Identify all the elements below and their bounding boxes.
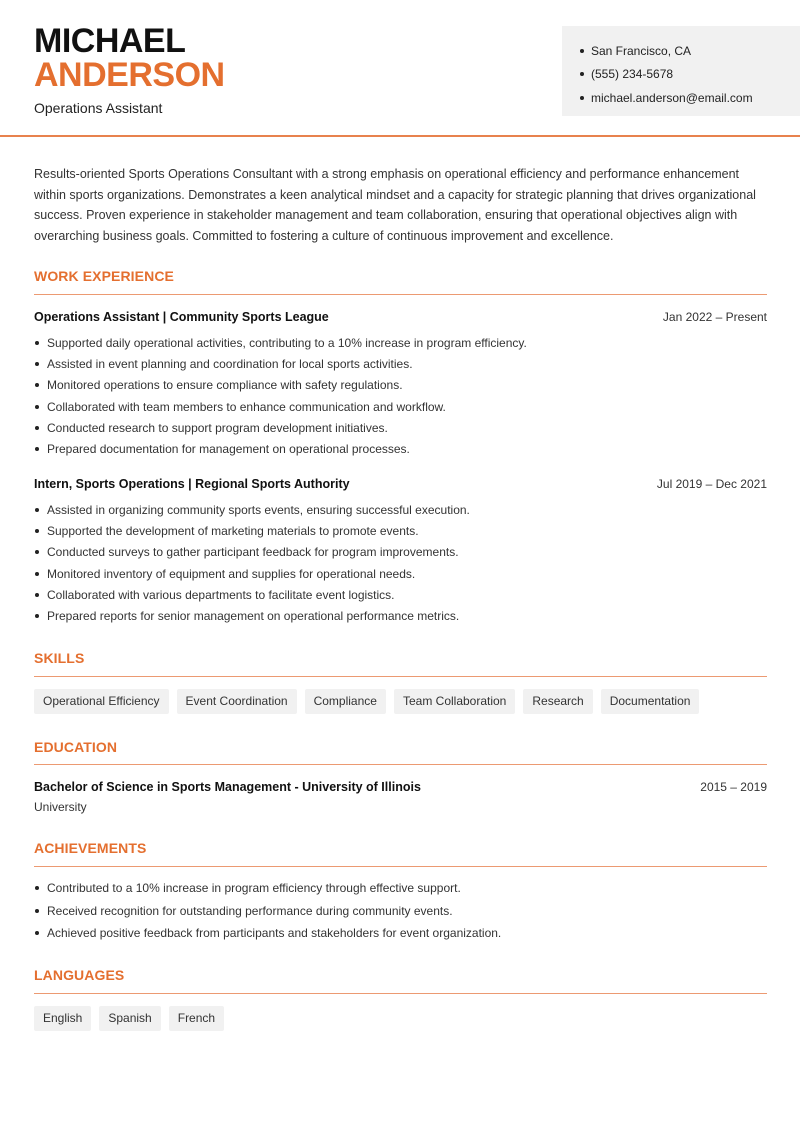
languages-tags [34,1006,224,1031]
bullet-icon [35,572,39,576]
list-item [34,900,767,923]
list-item [34,438,767,459]
job-role: Operations Assistant [34,100,163,116]
list-item-text: Monitored operations to ensure compliance with safety regulations. [47,378,403,393]
list-item-text: Conducted research to support program development initiatives. [47,420,388,435]
section-divider [34,866,767,867]
skill-tag: Compliance [305,689,386,714]
bullet-icon [35,593,39,597]
list-item [34,353,767,374]
list-item [34,332,767,353]
bullet-icon [35,341,39,345]
achievements-heading: ACHIEVEMENTS [34,840,147,856]
job-title: Operations Assistant | Community Sports League [34,310,329,324]
list-item-text: Supported the development of marketing materials to promote events. [47,523,419,538]
job-bullets [34,499,767,627]
list-item-text: Assisted in organizing community sports events, ensuring successful execution. [47,502,470,517]
list-item [34,877,767,900]
list-item [34,396,767,417]
section-divider [34,764,767,765]
list-item-text: Supported daily operational activities, contributing to a 10% increase in program efficiency. [47,335,527,350]
job-dates: Jul 2019 – Dec 2021 [656,477,767,491]
list-item-text: Collaborated with team members to enhance communication and workflow. [47,399,446,414]
job-title: Intern, Sports Operations | Regional Sports Authority [34,477,350,491]
bullet-icon [35,909,39,913]
list-item [34,922,767,945]
skill-tag: Operational Efficiency [34,689,169,714]
achievements-list [34,877,767,945]
bullet-icon [580,96,584,100]
work-experience-heading: WORK EXPERIENCE [34,268,174,284]
bullet-icon [35,886,39,890]
bullet-icon [580,49,584,53]
contact-location-text: San Francisco, CA [591,43,692,58]
degree-title: Bachelor of Science in Sports Management - University of Illinois [34,780,421,794]
list-item-text: Collaborated with various departments to facilitate event logistics. [47,587,395,602]
last-name: ANDERSON [34,56,225,94]
skill-tag: Team Collaboration [394,689,515,714]
list-item-text: Contributed to a 10% increase in program efficiency through effective support. [47,881,461,896]
skill-tag: Event Coordination [177,689,297,714]
list-item [34,563,767,584]
contact-phone [580,63,800,87]
list-item-text: Prepared documentation for management on operational processes. [47,442,410,457]
skills-tags [34,689,699,714]
summary-paragraph: Results-oriented Sports Operations Consultant with a strong emphasis on operational efficiency and performance enhancement within sports organizations. Demonstrates a keen analytical mindset and a capacity for strategic planning that drives organizational success. Proven experience in stakeholder management and team collaboration, ensuring that operational objectives align with overarching business goals. Committed to fostering a culture of continuous improvement and excellence. [34,167,756,244]
skill-tag: Documentation [601,689,700,714]
bullet-icon [580,72,584,76]
bullet-icon [35,931,39,935]
list-item-text: Assisted in event planning and coordination for local sports activities. [47,356,413,371]
list-item-text: Received recognition for outstanding performance during community events. [47,903,453,918]
bullet-icon [35,426,39,430]
contact-email-text: michael.anderson@email.com [591,90,753,105]
institution-type: University [34,800,87,814]
bullet-icon [35,405,39,409]
bullet-icon [35,529,39,533]
job-dates: Jan 2022 – Present [662,310,767,324]
contact-phone-text: (555) 234-5678 [591,67,674,82]
bullet-icon [35,362,39,366]
resume-header [0,0,800,137]
section-divider [34,294,767,295]
list-item [34,417,767,438]
language-tag: French [169,1006,224,1031]
bullet-icon [35,550,39,554]
language-tag: Spanish [99,1006,160,1031]
contact-location [580,39,800,63]
section-divider [34,993,767,994]
education-heading: EDUCATION [34,739,118,755]
list-item [34,520,767,541]
section-divider [34,676,767,677]
skill-tag: Research [523,689,592,714]
language-tag: English [34,1006,91,1031]
list-item-text: Prepared reports for senior management on operational performance metrics. [47,609,460,624]
bullet-icon [35,383,39,387]
job-bullets [34,332,767,460]
list-item [34,499,767,520]
languages-heading: LANGUAGES [34,967,125,983]
list-item-text: Monitored inventory of equipment and supplies for operational needs. [47,566,416,581]
list-item-text: Achieved positive feedback from participants and stakeholders for event organization. [47,926,502,941]
bullet-icon [35,447,39,451]
list-item [34,375,767,396]
contact-email [580,86,800,110]
bullet-icon [35,508,39,512]
skills-heading: SKILLS [34,650,85,666]
first-name: MICHAEL [34,22,186,60]
contact-box [562,26,800,116]
list-item [34,542,767,563]
bullet-icon [35,614,39,618]
list-item-text: Conducted surveys to gather participant feedback for program improvements. [47,545,459,560]
list-item [34,605,767,626]
list-item [34,584,767,605]
education-dates: 2015 – 2019 [700,780,767,794]
